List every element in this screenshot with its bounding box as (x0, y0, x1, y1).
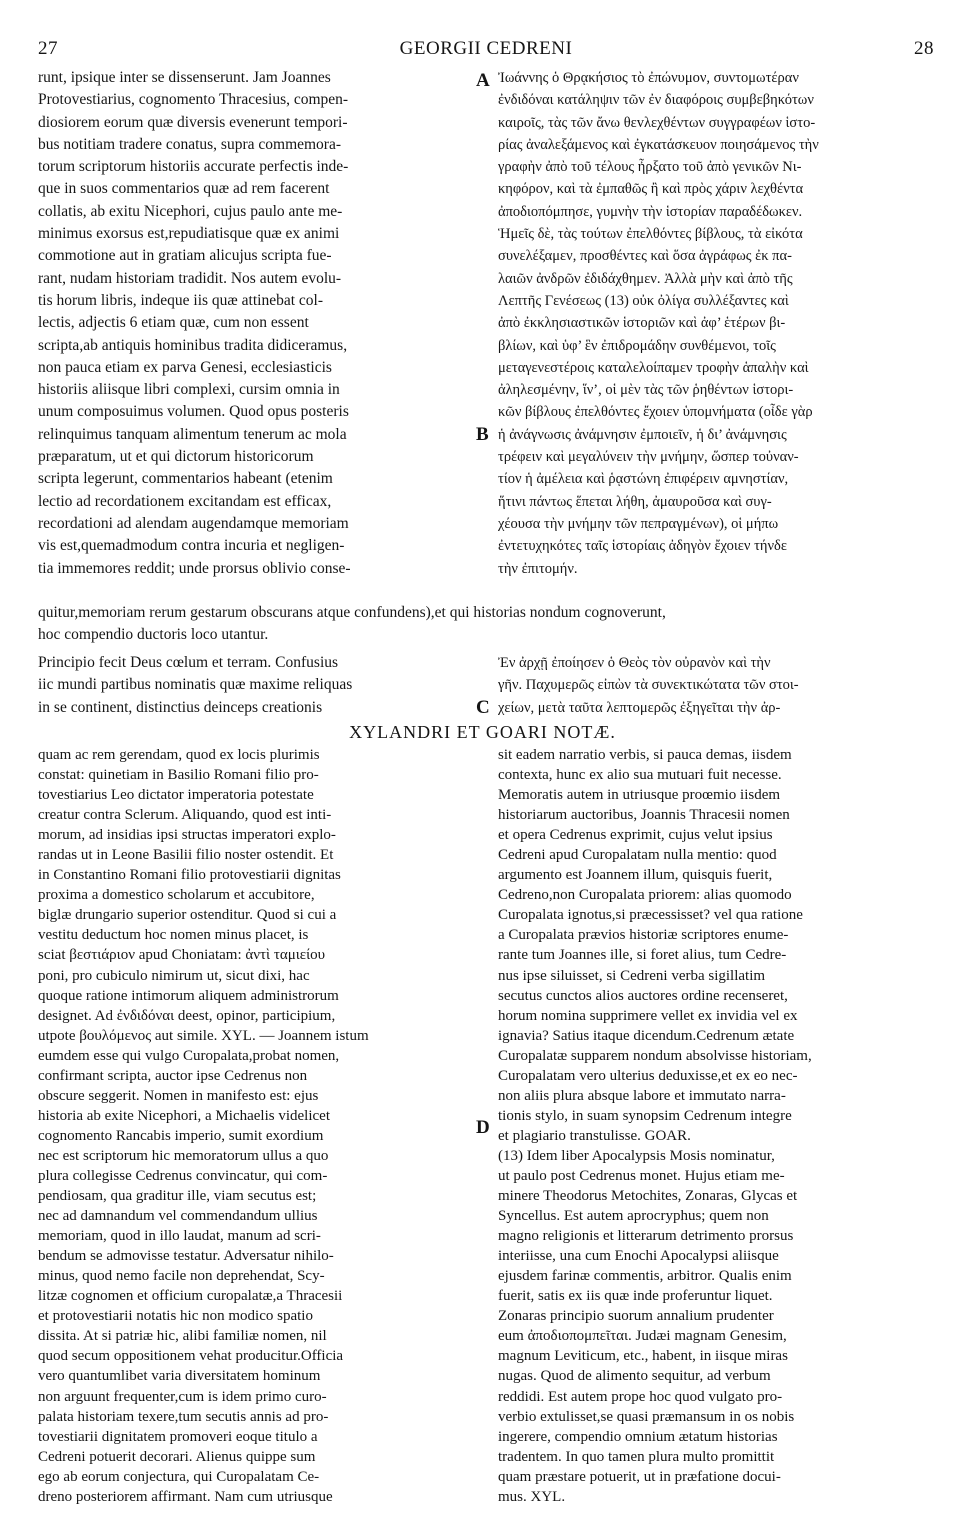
note-line: Cedreni potuerit decorari. Alienus quippe sum (38, 1448, 316, 1465)
notes-heading: XYLANDRI ET GOARI NOTÆ. (349, 722, 616, 742)
note-line: magno religionis et litterarum detrimento prorsus (498, 1228, 794, 1245)
note-line: plura collegisse Cedrenus convincatur, qui com- (38, 1167, 328, 1184)
greek-text-line: Ἰωάννης ὁ Θρᾳκήσιος τὸ ἐπώνυμον, συντομωτέραν (498, 70, 799, 86)
latin-text-line: relinquimus tanquam alimentum tenerum ac mola (38, 425, 347, 443)
note-line: poni, pro cubiculo nimirum ut, sicut dixi, hac (38, 967, 310, 984)
note-line: Curopalatæ supparem nondum absolvisse historiam, (498, 1047, 812, 1064)
latin-text-line: Principio fecit Deus cœlum et terram. Confusius (38, 654, 339, 671)
latin-text-line: diosiorem eorum quæ diversis evenerunt tempori- (38, 113, 348, 131)
note-line: quam ac rem gerendam, quod ex locis plurimis (38, 747, 320, 763)
note-line: tionis stylo, in suam synopsim Cedrenum integre (498, 1107, 792, 1124)
greek-text-line: ρίας ἀναλεξάμενος καὶ ἐγκατάσκευον ποιησάμενος τὴν (498, 136, 819, 153)
note-line: (13) Idem liber Apocalypsis Mosis nominatur, (498, 1147, 775, 1164)
greek-text-line: γῆν. Παχυμερῶς εἰπὼν τὰ συνεκτικώτατα τῶν στοι- (498, 677, 799, 694)
latin-text-line: præparatum, ut et qui dictorum historicorum (38, 448, 314, 466)
note-line: non aliis plura absque labore et immutato narra- (498, 1087, 786, 1104)
greek-text-line: χέουσα τὴν μνήμην τῶν πεπραγμένων), οἱ μήπω (498, 515, 779, 532)
note-line: ingerere, compendio omnium ætatum historias (498, 1428, 778, 1445)
note-line: morum, ad insidias ipsi structas imperatori explo- (38, 827, 336, 844)
greek-text-line: Ἡμεῖς δὲ, τὰς τούτων ἐπελθόντες βίβλους, τὰ εἰκότα (498, 226, 803, 243)
note-line: Cedreno,non Curopalata priorem: alias quomodo (498, 887, 792, 904)
note-line: Syncellus. Est autem aprocryphus; quem non (498, 1208, 769, 1225)
greek-text-line: κηφόρον, καὶ τὰ ἐμπαθῶς ἢ καὶ πρὸς χάριν λεχθέντα (498, 181, 804, 198)
greek-text-line: τίον ἡ ἀμέλεια καὶ ῥᾳστώνη ἐπιφέρειν αμνηστίαν, (498, 471, 789, 488)
latin-text-line: iic mundi partibus nominatis quæ maxime reliquas (38, 676, 353, 694)
greek-text-line: ἡ ἀνάγνωσις ἀνάμνησιν ἐμποιεῖν, ἡ δι’ ἀνάμνησις (498, 426, 787, 443)
greek-text-line: γραφὴν ἀπὸ τοῦ τέλους ἦρξατο τοῦ ἀπὸ γενικῶν Νι- (498, 159, 802, 176)
note-line: ut paulo post Cedrenus monet. Hujus etiam me- (498, 1167, 785, 1184)
note-line: vero quantumlibet varia diversitatem hominum (38, 1368, 321, 1385)
latin-text-line: in se continent, distinctius deinceps creationis (38, 698, 323, 716)
latin-text-line: historiis aliisque libri complexi, cursim omnia in (38, 381, 340, 399)
note-line: nugas. Quod de alimento sequitur, ad verbum (498, 1368, 771, 1385)
note-line: ego ab eorum conjectura, qui Curopalatam Ce- (38, 1468, 320, 1485)
greek-text-line: συνελέξαμεν, προσθέντες καὶ ὅσα ἀγράφως ἐκ πα- (498, 248, 792, 265)
greek-text-line: βλίων, καὶ ὑφ’ ἓν ἐπιδρομάδην συνθέμενοι, τοῖς (498, 337, 776, 354)
note-line: confirmant scripta, auctor ipse Cedrenus non (38, 1067, 308, 1084)
note-line: dissita. At si patriæ hic, alibi familiæ nomen, nil (38, 1328, 327, 1345)
note-line: nec ad damnandum vel commendandum ullius (38, 1208, 318, 1225)
latin-text-line: bus notitiam tradere conatus, supra commemora- (38, 135, 342, 153)
latin-text-line: rant, nudam historiam tradidit. Nos autem evolu- (38, 269, 342, 287)
page-number-right: 28 (914, 38, 934, 59)
greek-text-line: ἐνδιδόναι κατάληψιν τῶν ἐν διαφόροις συμβεβηκότων (498, 92, 814, 109)
greek-text-line: τὴν ἐπιτομήν. (498, 560, 578, 577)
latin-text-line: lectis, adjectis 6 etiam quæ, cum non essent (38, 314, 309, 332)
latin-text-line: Protovestiarius, cognomento Thracesius, compen- (38, 91, 349, 109)
note-line: ignavia? Satius itaque dicendum.Cedrenum ætate (498, 1027, 795, 1044)
note-line: biglæ drungario superior ostenditur. Quod si cui a (38, 907, 337, 924)
note-line: nus ipse siluisset, si Cedreni verba sigillatim (498, 967, 766, 984)
note-line: magnum Leviticum, etc., habent, in iisque miras (498, 1348, 788, 1365)
note-line: Curopalata ignotus,si præcessisset? vel qua ratione (498, 907, 803, 924)
note-line: memoriam, quod in illo laudat, manum ad scri- (38, 1228, 321, 1245)
greek-text-line: κῶν βίβλους ἐπελθόντες ἔχοιεν ὑπομνήματα (οἶδε γὰρ (498, 404, 813, 421)
greek-text-line: λαιῶν ἀνδρῶν ἐδιδάχθημεν. Ἀλλὰ μὴν καὶ ἀπὸ τῆς (498, 270, 793, 287)
note-line: constat: quinetiam in Basilio Romani filio pro- (38, 767, 319, 784)
note-line: designet. Ad ἐνδιδόναι deest, opinor, participium, (38, 1007, 336, 1024)
note-line: vestitu deductum hoc nomen minus placet, is (38, 927, 309, 944)
note-line: eumdem esse qui vulgo Curopalata,probat nomen, (38, 1047, 340, 1064)
note-line: pendiosam, qua graditur ille, viam secutus est; (38, 1188, 317, 1205)
latin-translation-column (38, 67, 490, 580)
greek-text-line: ἀποδιοπόμπησε, γυμνὴν τὴν ἱστορίαν παραδέδωκεν. (498, 203, 803, 220)
latin-text-line: minimus exorsus est,repudiatisque quæ ex animi (38, 225, 340, 243)
note-line: Zonaras principio suorum annalium prudenter (498, 1308, 774, 1325)
latin-text-line: lectio ad recordationem excitandam est efficax, (38, 492, 332, 510)
note-line: litzæ cognomen et officium curopalatæ,a Thracesii (38, 1288, 343, 1305)
page-header (38, 38, 934, 62)
note-line: et protovestiarii notatis hic non modico spatio (38, 1308, 313, 1325)
note-line: utpote βουλόμενος aut simile. XYL. — Joannem istum (38, 1027, 369, 1044)
latin-text-line: non pauca etiam ex parva Genesi, ecclesiasticis (38, 358, 332, 376)
note-line: randas ut in Leone Basilii filio noster ostendit. Et (38, 847, 334, 864)
note-line: a Curopalata prævios historiæ scriptores enume- (498, 927, 789, 944)
latin-text-line: tis horum libris, indeque iis quæ attinebat col- (38, 291, 323, 309)
note-line: Cedreni apud Curopalatam nulla mentio: quod (498, 847, 777, 864)
note-line: tovestiarius Leo dictator imperatoria potestate (38, 787, 314, 804)
greek-text-line: καιροῖς, τὰς τῶν ἄνω θεvλεχθέντων συγγραφέων ἱστο- (498, 114, 816, 131)
note-line: eum ἀποδιοπομπεῖται. Judæi magnam Genesim, (498, 1328, 787, 1345)
note-line: proxima a domestico scholarum et accubitore, (38, 887, 315, 904)
note-line: minus, quod nemo facile non deprehendat, Scy- (38, 1268, 325, 1285)
latin-text-line: tia immemores reddit; unde prorsus oblivio conse- (38, 559, 351, 577)
text-line: hoc compendio ductoris loco utantur. (38, 626, 269, 644)
greek-text-line: τρέφειν καὶ μεγαλύνειν τὴν μνήμην, ὥσπερ τοὐναν- (498, 449, 799, 466)
note-line: palata historiam texere,tum secutis annis ad pro- (38, 1408, 329, 1425)
note-line: in Constantino Romani filio protovestiarii dignitas (38, 867, 341, 884)
latin-text-line: collatis, ab exitu Nicephori, cujus paulo ante me- (38, 202, 343, 220)
note-line: et opera Cedrenus exprimit, cujus velut ipsius (498, 827, 773, 844)
note-line: quam præstare potuerit, ut in præfatione docui- (498, 1468, 781, 1485)
note-line: et plagiario transtulisse. GOAR. (498, 1127, 691, 1144)
margin-marker-d: D (476, 1117, 490, 1138)
greek-text-line: ἥτινι πάντως ἕπεται λήθη, ἀμαυροῦσα καὶ συγ- (498, 493, 772, 510)
margin-marker-c: C (476, 697, 490, 718)
latin-text-line: torum scriptorum historiis accurate perfectis inde- (38, 158, 349, 176)
greek-text-line: Ἐν ἀρχῇ ἐποίησεν ὁ Θεὸς τὸν οὐρανὸν καὶ τὴν (498, 655, 771, 671)
greek-text-line: μεταγενεστέροις καταλελοίπαμεν τροφὴν ἁπαλὴν καὶ (498, 359, 809, 376)
note-line: historia ab exite Nicephori, a Michaelis videlicet (38, 1107, 330, 1124)
greek-text-line: ἀπὸ ἐκκλησιαστικῶν ἱστοριῶν καὶ ἀφ’ ἑτέρων βι- (498, 315, 786, 332)
note-line: rante tum Joannes ille, si foret alius, tum Cedre- (498, 947, 787, 964)
note-line: horum nomina supprimere vellet ex invidia vel ex (498, 1007, 798, 1024)
note-line: sit eadem narratio verbis, si pauca demas, iisdem (498, 747, 792, 763)
text-line: quitur,memoriam rerum gestarum obscurans atque confundens),et qui historias nondum cognoverunt, (38, 604, 666, 621)
note-line: obscure seggerit. Nomen in manifesto est: ejus (38, 1087, 319, 1104)
margin-marker-b: B (476, 424, 489, 445)
latin-text-line: que in suos commentarios quæ ad rem facerent (38, 180, 330, 198)
greek-text-line: ἐντετυχηκότες ταῖς ἱστορίαις ἀδηγὸν ἔχοιεν τήνδε (498, 538, 787, 555)
latin-translation-column-2 (38, 652, 490, 719)
note-line: mus. XYL. (498, 1488, 566, 1505)
note-line: Curopalatam vero ulterius deduxisse,et ex eo nec- (498, 1067, 798, 1084)
note-line: argumento est Joannem illum, quisquis fuerit, (498, 867, 773, 884)
full-width-text (38, 602, 934, 647)
note-line: secutus cunctos alios auctores ordine recenseret, (498, 987, 788, 1004)
note-line: quoque ratione intimorum aliquem administrorum (38, 987, 339, 1004)
notes-right-column (498, 745, 934, 1507)
note-line: quod secum oppositionem vehat producitur.Officia (38, 1348, 344, 1365)
note-line: cognomento Rancabis imperio, sumit exordium (38, 1127, 324, 1144)
latin-text-line: vis est,quemadmodum contra incuria et negligen- (38, 537, 345, 555)
note-line: dreno posteriorem affirmant. Nam cum utriusque (38, 1488, 333, 1505)
note-line: Memoratis autem in utriusque proœmio iisdem (498, 787, 781, 804)
note-line: creatur contra Sclerum. Aliquando, quod est inti- (38, 807, 332, 824)
notes-left-column (38, 745, 474, 1507)
margin-marker-a: A (476, 70, 490, 91)
note-line: contexta, hunc ex alio sua mutuari fuit necesse. (498, 767, 782, 784)
latin-text-line: unum composuimus volumen. Quod opus posteris (38, 403, 349, 421)
page-number-left: 27 (38, 38, 58, 59)
note-line: ejusdem farinæ commentis, arbitror. Qualis enim (498, 1268, 792, 1285)
greek-text-line: ἀληλεσμένην, ἵν’, οἱ μὲν τὰς τῶν ῥηθέντων ἱστορι- (498, 382, 794, 399)
note-line: reddidi. Est autem prope hoc quod vulgato pro- (498, 1388, 783, 1405)
note-line: interiisse, una cum Enochi Apocalypsi aliisque (498, 1248, 779, 1265)
greek-text-column (498, 67, 934, 580)
latin-text-line: commotione aut in gratiam alicujus scripta fue- (38, 247, 332, 265)
note-line: non arguunt frequenter,cum is idem primo curo- (38, 1388, 327, 1405)
note-line: bendum se admovisse testatur. Adversatur nihilo- (38, 1248, 334, 1265)
latin-text-line: scripta,ab antiquis hominibus tradita didiceramus, (38, 336, 348, 354)
latin-text-line: scripta legerunt, commentarios habeant (etenim (38, 470, 333, 488)
greek-text-column-2 (498, 652, 934, 719)
note-line: fuerit, satis ex iis quæ inde proferuntur liquet. (498, 1288, 773, 1305)
latin-text-line: runt, ipsique inter se dissenserunt. Jam Joannes (38, 69, 331, 86)
note-line: tovestiarii dignitatem promoveri eoque titulo a (38, 1428, 318, 1445)
note-line: nec est scriptorum hic memoratorum ullus a quo (38, 1147, 329, 1164)
note-line: sciat βεστιάριον apud Choniatam: ἀντὶ ταμιείου (38, 947, 326, 964)
note-line: tradentem. In quo tamen plura multo promittit (498, 1448, 775, 1465)
note-line: verbio extulisset,se quasi præmansum in os nobis (498, 1408, 795, 1425)
note-line: minere Theodorus Metochites, Zonaras, Glycas et (498, 1188, 798, 1205)
note-line: historiarum auctoribus, Joannis Thracesii nomen (498, 807, 790, 824)
greek-text-line: Λεπτῆς Γενέσεως (13) οὐκ ὀλίγα συλλέξαντες καὶ (498, 292, 789, 309)
latin-text-line: recordationi ad alendam augendamque memoriam (38, 514, 349, 532)
greek-text-line: χείων, μετὰ ταῦτα λεπτομερῶς ἐξηγεῖται τὴν ἀρ- (498, 699, 781, 716)
running-title: GEORGII CEDRENI (399, 38, 573, 59)
